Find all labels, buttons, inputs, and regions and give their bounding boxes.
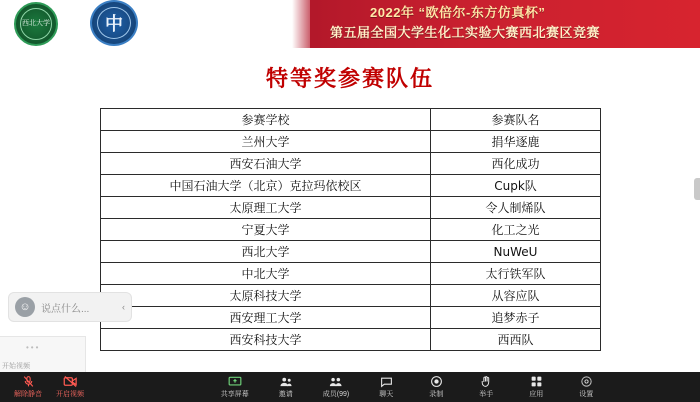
cell-school: 西北大学 [101, 241, 431, 263]
share-screen-button[interactable] [221, 376, 249, 399]
invite-button[interactable] [273, 376, 299, 399]
chat-icon [380, 376, 393, 388]
record-icon [430, 375, 443, 388]
table-row [101, 131, 601, 153]
unmute-button[interactable] [14, 375, 42, 399]
table-row [101, 285, 601, 307]
raise-hand-icon [480, 375, 492, 388]
cell-school: 西安理工大学 [101, 307, 431, 329]
start-video-button[interactable] [56, 375, 84, 399]
smiley-icon: ☺ [15, 297, 35, 317]
settings-label: 设置 [579, 391, 594, 398]
cell-team: 从容应队 [431, 285, 601, 307]
apps-label: 应用 [529, 391, 544, 398]
settings-button[interactable] [573, 375, 599, 399]
table-row [101, 175, 601, 197]
cell-school: 兰州大学 [101, 131, 431, 153]
cell-team: 令人制烯队 [431, 197, 601, 219]
cell-school: 西安石油大学 [101, 153, 431, 175]
table-header-row [101, 109, 601, 131]
chat-quick-input[interactable] [8, 292, 132, 322]
raise-hand-button[interactable] [473, 375, 499, 399]
university-logo-left [14, 2, 58, 46]
table-row [101, 307, 601, 329]
cell-school: 太原理工大学 [101, 197, 431, 219]
table-row [101, 153, 601, 175]
cell-team: 捐华逐鹿 [431, 131, 601, 153]
invite-label: 邀请 [278, 390, 293, 398]
logo-right-label: 中 [105, 14, 123, 34]
table-row [101, 263, 601, 285]
rail-start-video-label[interactable]: 开始视频 [2, 363, 30, 370]
logo-left-label: 西北大学 [22, 20, 50, 28]
award-table-wrapper [100, 108, 600, 351]
meeting-control-bar [0, 372, 700, 402]
slide-banner [0, 0, 700, 48]
table-row [101, 241, 601, 263]
cell-team: 西化成功 [431, 153, 601, 175]
chat-label: 聊天 [379, 390, 394, 398]
share-screen-icon [228, 376, 242, 388]
cell-team: NuWeU [431, 241, 601, 263]
unmute-label: 解除静音 [14, 391, 42, 398]
share-screen-label: 共享屏幕 [220, 390, 249, 398]
record-label: 录制 [429, 391, 444, 398]
award-table [100, 108, 601, 351]
cell-team: 化工之光 [431, 219, 601, 241]
start-video-label: 开启视频 [56, 391, 84, 398]
cell-school: 宁夏大学 [101, 219, 431, 241]
banner-title-line2: 第五届全国大学生化工实验大赛西北赛区竞赛 [330, 25, 601, 40]
cell-team: 追梦赤子 [431, 307, 601, 329]
cell-school: 太原科技大学 [101, 285, 431, 307]
participants-list-button[interactable] [323, 376, 349, 399]
more-options-icon[interactable]: ••• [26, 343, 41, 352]
members-label: 成员(99) [322, 390, 350, 398]
record-button[interactable] [423, 375, 449, 399]
chat-button[interactable] [373, 376, 399, 399]
chevron-left-icon[interactable]: ‹ [122, 302, 125, 312]
cell-school: 中北大学 [101, 263, 431, 285]
banner-title-line1: 2022年 “欧倍尔-东方仿真杯” [370, 5, 546, 20]
microphone-muted-icon [22, 375, 35, 388]
slide-title: 特等奖参赛队伍 [265, 66, 434, 92]
panel-collapse-handle[interactable] [694, 178, 700, 200]
cell-team: 西西队 [431, 329, 601, 351]
camera-off-icon [63, 375, 78, 388]
gear-icon [580, 375, 593, 388]
members-icon [329, 376, 343, 388]
cell-school: 中国石油大学（北京）克拉玛依校区 [101, 175, 431, 197]
table-row [101, 219, 601, 241]
control-bar-center-group [180, 375, 640, 399]
cell-team: 太行铁军队 [431, 263, 601, 285]
cell-school: 西安科技大学 [101, 329, 431, 351]
table-row [101, 329, 601, 351]
video-thumbnail-rail[interactable] [0, 336, 86, 372]
column-header-team: 参赛队名 [431, 109, 601, 131]
participants-icon [279, 376, 293, 388]
chat-input-placeholder[interactable]: 说点什么... [41, 303, 90, 315]
table-row [101, 197, 601, 219]
apps-grid-icon [530, 375, 543, 388]
column-header-school: 参赛学校 [101, 109, 431, 131]
raise-hand-label: 举手 [479, 391, 494, 398]
control-bar-left-group [0, 375, 180, 399]
apps-button[interactable] [523, 375, 549, 399]
cell-team: Cupk队 [431, 175, 601, 197]
university-logo-right [90, 0, 138, 46]
